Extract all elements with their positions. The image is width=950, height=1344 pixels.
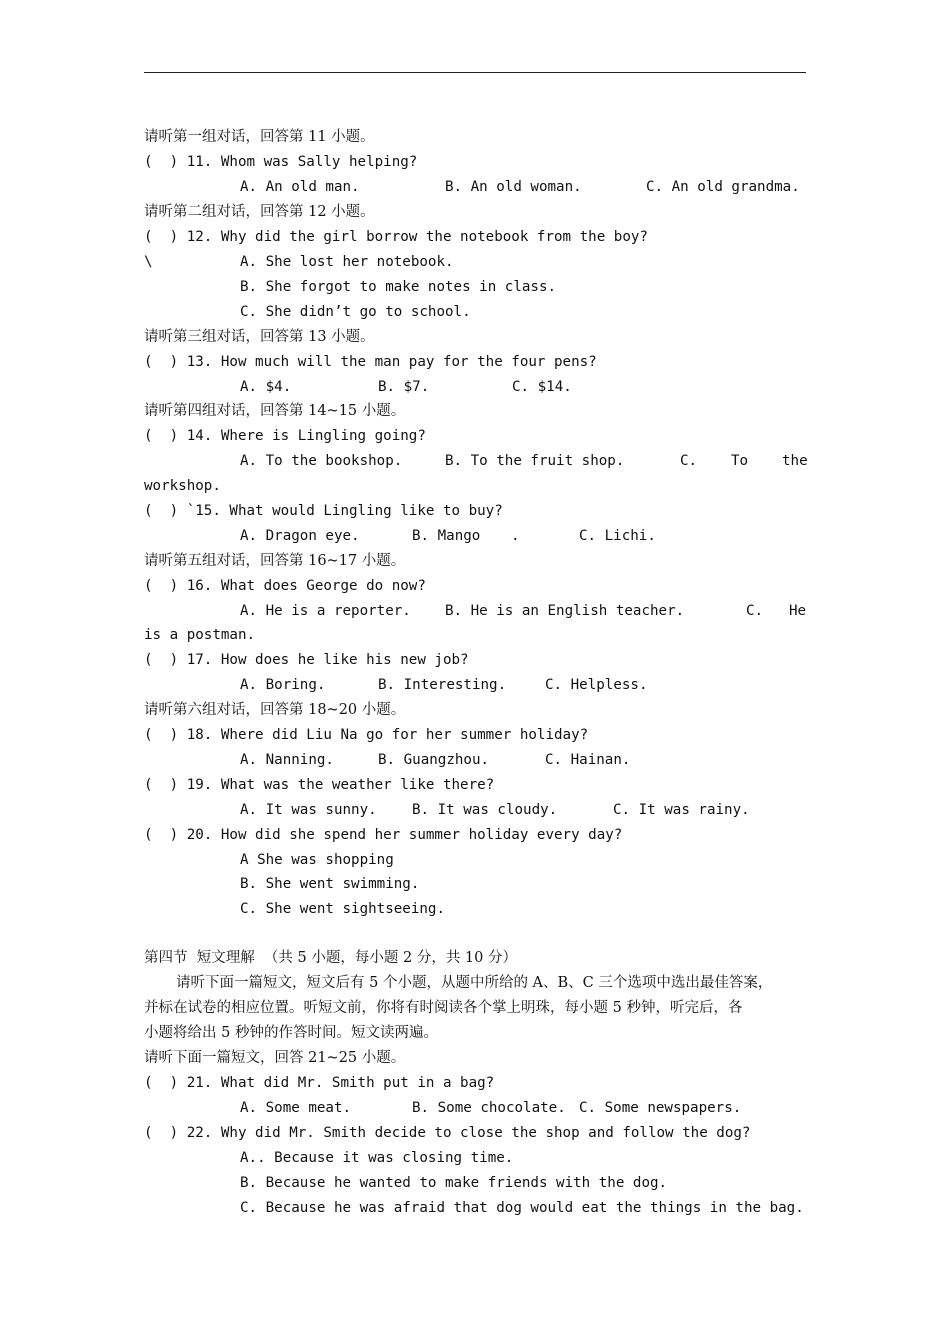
q16-option-a: A. He is a reporter. — [240, 603, 411, 619]
q14-option-c-word2: the — [782, 453, 808, 469]
q11-option-b: B. An old woman. — [445, 179, 582, 195]
q18-option-b: B. Guangzhou. — [378, 752, 490, 768]
q17-option-c: C. Helpless. — [545, 677, 648, 693]
q12-option-a: A. She lost her notebook. — [240, 254, 454, 270]
question-12: ( ) 12. Why did the girl borrow the notebook from the boy? — [144, 229, 648, 245]
q14-option-c-word1: To — [731, 453, 749, 469]
part4-title: 第四节 短文理解 （共 5 小题，每小题 2 分，共 10 分） — [144, 950, 517, 966]
q15-stray-dot: . — [511, 528, 520, 544]
q22-option-c: C. Because he was afraid that dog would eat the things in the bag. — [240, 1200, 804, 1216]
q20-option-c: C. She went sightseeing. — [240, 901, 445, 917]
section-heading-7: 请听下面一篇短文，回答 21~25 小题。 — [144, 1050, 406, 1066]
q14-option-b: B. To the fruit shop. — [445, 453, 625, 469]
q12-option-b: B. She forgot to make notes in class. — [240, 279, 557, 295]
section-heading-1: 请听第一组对话，回答第 11 小题。 — [144, 129, 375, 145]
q16-option-c-rest: is a postman. — [144, 627, 256, 643]
q19-option-a: A. It was sunny. — [240, 802, 377, 818]
part4-instruction-line1: 请听下面一篇短文，短文后有 5 个小题，从题中所给的 A、B、C 三个选项中选出最佳答案， — [176, 975, 773, 991]
q13-option-a: A. $4. — [240, 379, 292, 395]
q14-option-c-word3: workshop. — [144, 478, 221, 494]
q22-option-b: B. Because he wanted to make friends with the dog. — [240, 1175, 668, 1191]
q19-option-b: B. It was cloudy. — [412, 802, 558, 818]
q14-option-a: A. To the bookshop. — [240, 453, 403, 469]
q16-option-c-letter: C. — [746, 603, 764, 619]
section-heading-6: 请听第六组对话，回答第 18~20 小题。 — [144, 702, 406, 718]
header-rule — [144, 72, 806, 73]
q18-option-a: A. Nanning. — [240, 752, 334, 768]
q21-option-a: A. Some meat. — [240, 1100, 352, 1116]
stray-backslash: \ — [144, 254, 153, 270]
part4-instruction-line2: 并标在试卷的相应位置。听短文前，你将有时阅读各个掌上明珠，每小题 5 秒钟，听完后，各 — [144, 1000, 743, 1016]
q11-option-a: A. An old man. — [240, 179, 360, 195]
part4-instruction-line3: 小题将给出 5 秒钟的作答时间。短文读两遍。 — [144, 1025, 438, 1041]
question-17: ( ) 17. How does he like his new job? — [144, 652, 469, 668]
section-heading-5: 请听第五组对话，回答第 16~17 小题。 — [144, 553, 406, 569]
q13-option-b: B. $7. — [378, 379, 430, 395]
question-13: ( ) 13. How much will the man pay for the four pens? — [144, 354, 597, 370]
question-21: ( ) 21. What did Mr. Smith put in a bag? — [144, 1075, 495, 1091]
q16-option-b: B. He is an English teacher. — [445, 603, 685, 619]
question-20: ( ) 20. How did she spend her summer holiday every day? — [144, 827, 623, 843]
q13-option-c: C. $14. — [512, 379, 572, 395]
q12-option-c: C. She didn’t go to school. — [240, 304, 471, 320]
q15-option-c: C. Lichi. — [579, 528, 656, 544]
section-heading-3: 请听第三组对话，回答第 13 小题。 — [144, 329, 375, 345]
question-11: ( ) 11. Whom was Sally helping? — [144, 154, 418, 170]
q15-option-a: A. Dragon eye. — [240, 528, 360, 544]
section-heading-2: 请听第二组对话，回答第 12 小题。 — [144, 204, 375, 220]
q17-option-b: B. Interesting. — [378, 677, 507, 693]
q16-option-c-word1: He — [789, 603, 807, 619]
question-18: ( ) 18. Where did Liu Na go for her summer holiday? — [144, 727, 589, 743]
q20-option-a: A She was shopping — [240, 852, 394, 868]
q21-option-c: C. Some newspapers. — [579, 1100, 742, 1116]
question-15: ( ) `15. What would Lingling like to buy? — [144, 503, 503, 519]
question-14: ( ) 14. Where is Lingling going? — [144, 428, 426, 444]
q18-option-c: C. Hainan. — [545, 752, 631, 768]
q19-option-c: C. It was rainy. — [613, 802, 750, 818]
question-22: ( ) 22. Why did Mr. Smith decide to close the shop and follow the dog? — [144, 1125, 751, 1141]
question-19: ( ) 19. What was the weather like there? — [144, 777, 495, 793]
q14-option-c-letter: C. — [680, 453, 698, 469]
q15-option-b: B. Mango — [412, 528, 481, 544]
q11-option-c: C. An old grandma. — [646, 179, 800, 195]
q17-option-a: A. Boring. — [240, 677, 326, 693]
section-heading-4: 请听第四组对话，回答第 14~15 小题。 — [144, 403, 406, 419]
q21-option-b: B. Some chocolate. — [412, 1100, 566, 1116]
q22-option-a: A.. Because it was closing time. — [240, 1150, 514, 1166]
question-16: ( ) 16. What does George do now? — [144, 578, 426, 594]
q20-option-b: B. She went swimming. — [240, 876, 420, 892]
